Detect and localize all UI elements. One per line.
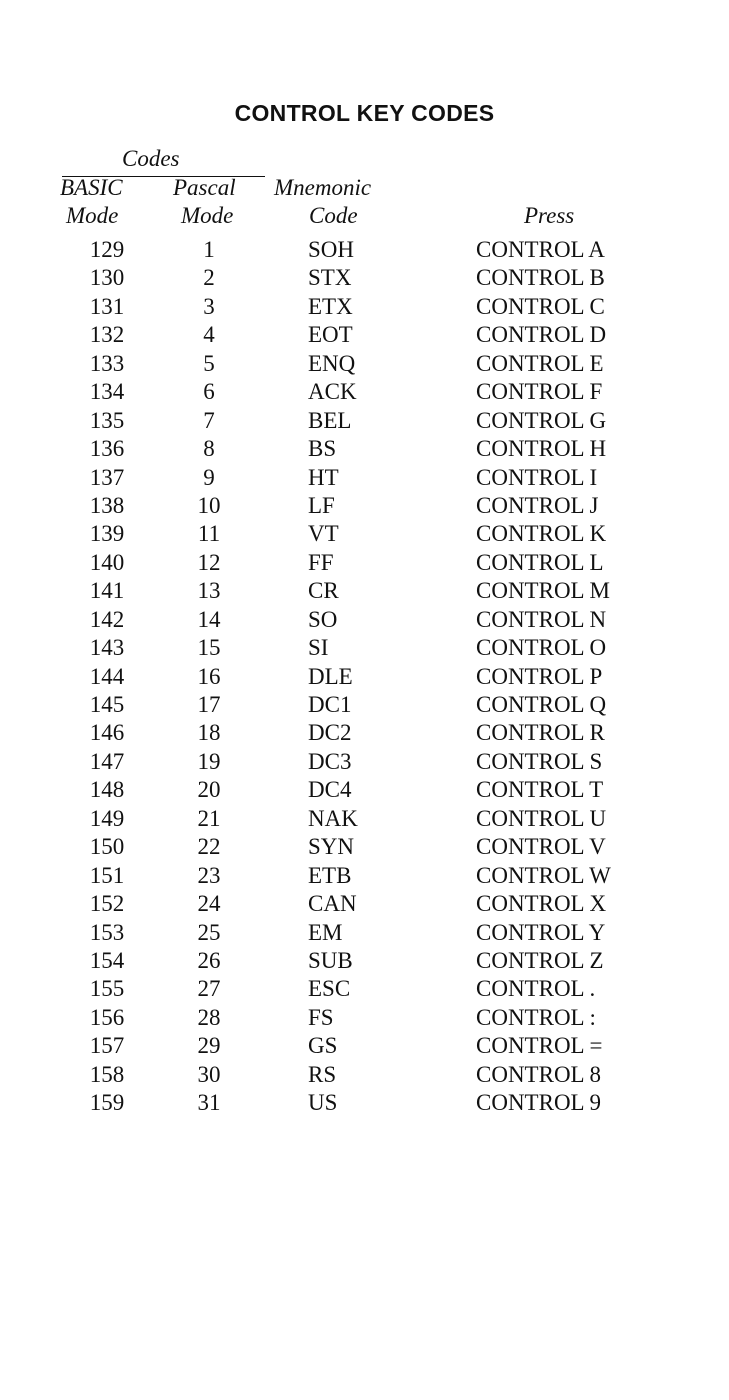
pascal-mode-cell: 13 [197, 578, 221, 604]
basic-mode-cell: 138 [89, 492, 125, 518]
mnemonic-code-cell: SUB [308, 947, 353, 973]
header-basic-line1: BASIC [60, 175, 123, 200]
page-title: CONTROL KEY CODES [234, 100, 495, 126]
pascal-mode-cell: 1 [203, 237, 215, 262]
pascal-mode-cell: 12 [197, 549, 221, 575]
header-pascal-line1: Pascal [173, 175, 236, 200]
mnemonic-code-cell: ENQ [308, 350, 356, 376]
press-keys-cell: CONTROL K [476, 521, 607, 547]
basic-mode-cell: 147 [89, 748, 125, 774]
mnemonic-code-cell: BS [308, 436, 337, 462]
mnemonic-code-cell: DC3 [308, 748, 352, 774]
basic-mode-cell: 132 [89, 322, 125, 348]
basic-mode-cell: 152 [89, 891, 125, 917]
mnemonic-code-cell: VT [308, 521, 339, 547]
basic-mode-cell: 155 [89, 976, 125, 1002]
mnemonic-code-cell: SO [308, 606, 338, 632]
basic-mode-cell: 143 [89, 635, 125, 661]
basic-mode-cell: 146 [89, 720, 125, 746]
mnemonic-code-cell: EM [308, 919, 343, 945]
table-row [0, 378, 729, 406]
table-row [0, 634, 729, 662]
press-keys-cell: CONTROL P [476, 663, 603, 689]
pascal-mode-cell: 28 [197, 1004, 221, 1030]
mnemonic-code-cell: SYN [308, 834, 355, 860]
mnemonic-code-cell: DC4 [308, 777, 352, 803]
table-row [0, 890, 729, 918]
press-keys-cell: CONTROL I [476, 464, 598, 490]
pascal-mode-cell: 30 [197, 1061, 221, 1087]
pascal-mode-cell: 6 [203, 379, 215, 405]
press-keys-cell: CONTROL N [476, 606, 607, 632]
mnemonic-code-cell: LF [308, 492, 335, 518]
basic-mode-cell: 149 [89, 805, 125, 831]
table-row [0, 862, 729, 890]
mnemonic-code-cell: US [308, 1090, 338, 1116]
pascal-mode-cell: 18 [197, 720, 221, 746]
mnemonic-code-cell: BEL [308, 407, 352, 433]
header-pascal-line2: Mode [181, 203, 234, 228]
table-row [0, 407, 729, 435]
basic-mode-cell: 157 [89, 1033, 125, 1059]
mnemonic-code-cell: EOT [308, 322, 353, 348]
mnemonic-code-cell: ETB [308, 862, 352, 888]
mnemonic-code-cell: NAK [308, 805, 358, 831]
pascal-mode-cell: 24 [197, 891, 221, 917]
table-row [0, 293, 729, 321]
mnemonic-code-cell: DC2 [308, 720, 352, 746]
table-row [0, 833, 729, 861]
pascal-mode-cell: 7 [203, 407, 215, 433]
pascal-mode-cell: 22 [197, 834, 221, 860]
basic-mode-cell: 156 [89, 1004, 125, 1030]
pascal-mode-cell: 17 [197, 692, 221, 717]
basic-mode-cell: 154 [89, 947, 125, 973]
table-row [0, 1061, 729, 1089]
basic-mode-cell: 148 [89, 777, 125, 803]
pascal-mode-cell: 25 [197, 919, 221, 945]
table-row [0, 1004, 729, 1032]
press-keys-cell: CONTROL W [476, 862, 611, 888]
pascal-mode-cell: 20 [197, 777, 221, 803]
table-row [0, 520, 729, 548]
basic-mode-cell: 151 [89, 862, 125, 888]
press-keys-cell: CONTROL L [476, 549, 604, 575]
pascal-mode-cell: 26 [197, 947, 221, 973]
basic-mode-cell: 141 [89, 578, 125, 604]
pascal-mode-cell: 29 [197, 1033, 221, 1059]
pascal-mode-cell: 5 [203, 350, 215, 376]
press-keys-cell: CONTROL O [476, 635, 607, 661]
pascal-mode-cell: 27 [197, 976, 221, 1002]
table-row [0, 464, 729, 492]
table-row [0, 805, 729, 833]
table-row [0, 549, 729, 577]
press-keys-cell: CONTROL Z [476, 947, 604, 973]
basic-mode-cell: 129 [89, 237, 125, 262]
press-keys-cell: CONTROL X [476, 891, 607, 917]
press-keys-cell: CONTROL A [476, 237, 605, 262]
press-keys-cell: CONTROL 9 [476, 1090, 602, 1116]
table-row [0, 748, 729, 776]
mnemonic-code-cell: CAN [308, 891, 357, 917]
basic-mode-cell: 139 [89, 521, 125, 547]
table-row [0, 236, 729, 264]
basic-mode-cell: 150 [89, 834, 125, 860]
header-press: Press [524, 203, 575, 228]
table-row [0, 606, 729, 634]
table-row [0, 1032, 729, 1060]
press-keys-cell: CONTROL . [476, 976, 596, 1002]
press-keys-cell: CONTROL V [476, 834, 606, 860]
pascal-mode-cell: 10 [197, 492, 221, 518]
press-keys-cell: CONTROL E [476, 350, 604, 376]
mnemonic-code-cell: RS [308, 1061, 337, 1087]
pascal-mode-cell: 15 [197, 635, 221, 661]
basic-mode-cell: 136 [89, 436, 125, 462]
mnemonic-code-cell: CR [308, 578, 339, 604]
press-keys-cell: CONTROL U [476, 805, 607, 831]
mnemonic-code-cell: DLE [308, 663, 353, 689]
mnemonic-code-cell: SOH [308, 237, 355, 262]
table-row [0, 776, 729, 804]
table-row [0, 577, 729, 605]
mnemonic-code-cell: DC1 [308, 692, 352, 717]
press-keys-cell: CONTROL Y [476, 919, 606, 945]
pascal-mode-cell: 2 [203, 265, 215, 291]
pascal-mode-cell: 4 [203, 322, 215, 348]
pascal-mode-cell: 8 [203, 436, 215, 462]
mnemonic-code-cell: STX [308, 265, 352, 291]
press-keys-cell: CONTROL M [476, 578, 610, 604]
pascal-mode-cell: 11 [197, 521, 221, 547]
codes-group-label: Codes [122, 146, 180, 171]
basic-mode-cell: 145 [89, 692, 125, 717]
table-row [0, 350, 729, 378]
press-keys-cell: CONTROL J [476, 492, 599, 518]
press-keys-cell: CONTROL C [476, 293, 605, 319]
table-row [0, 1089, 729, 1117]
mnemonic-code-cell: FF [308, 549, 334, 575]
table-row [0, 719, 729, 747]
pascal-mode-cell: 14 [197, 606, 221, 632]
table-row [0, 947, 729, 975]
basic-mode-cell: 144 [89, 663, 125, 689]
basic-mode-cell: 135 [89, 407, 125, 433]
pascal-mode-cell: 21 [197, 805, 221, 831]
table-row [0, 663, 729, 691]
mnemonic-code-cell: ACK [308, 379, 357, 405]
pascal-mode-cell: 31 [197, 1090, 221, 1116]
press-keys-cell: CONTROL B [476, 265, 605, 291]
mnemonic-code-cell: ESC [308, 976, 351, 1002]
header-mnemonic-line2: Code [309, 203, 358, 228]
header-basic-line2: Mode [66, 203, 119, 228]
press-keys-cell: CONTROL H [476, 436, 607, 462]
table-row [0, 919, 729, 947]
basic-mode-cell: 133 [89, 350, 125, 376]
mnemonic-code-cell: ETX [308, 293, 353, 319]
press-keys-cell: CONTROL D [476, 322, 607, 348]
basic-mode-cell: 137 [89, 464, 125, 490]
pascal-mode-cell: 19 [197, 748, 221, 774]
press-keys-cell: CONTROL : [476, 1004, 596, 1030]
basic-mode-cell: 142 [89, 606, 125, 632]
pascal-mode-cell: 16 [197, 663, 221, 689]
pascal-mode-cell: 9 [203, 464, 215, 490]
press-keys-cell: CONTROL F [476, 379, 603, 405]
basic-mode-cell: 131 [89, 293, 125, 319]
basic-mode-cell: 158 [89, 1061, 125, 1087]
mnemonic-code-cell: FS [308, 1004, 334, 1030]
basic-mode-cell: 134 [89, 379, 125, 405]
mnemonic-code-cell: GS [308, 1033, 338, 1059]
basic-mode-cell: 153 [89, 919, 125, 945]
codes-group-header [62, 146, 265, 177]
basic-mode-cell: 130 [89, 265, 125, 291]
press-keys-cell: CONTROL = [476, 1033, 603, 1059]
basic-mode-cell: 140 [89, 549, 125, 575]
control-codes-table [0, 236, 729, 1118]
mnemonic-code-cell: SI [308, 635, 329, 661]
press-keys-cell: CONTROL R [476, 720, 605, 746]
table-row [0, 264, 729, 292]
press-keys-cell: CONTROL G [476, 407, 607, 433]
pascal-mode-cell: 23 [197, 862, 221, 888]
table-row [0, 492, 729, 520]
table-row [0, 691, 729, 719]
mnemonic-code-cell: HT [308, 464, 339, 490]
basic-mode-cell: 159 [89, 1090, 125, 1116]
table-row [0, 975, 729, 1003]
press-keys-cell: CONTROL T [476, 777, 604, 803]
table-row [0, 435, 729, 463]
pascal-mode-cell: 3 [203, 293, 215, 319]
press-keys-cell: CONTROL Q [476, 692, 607, 717]
header-mnemonic-line1: Mnemonic [274, 175, 372, 200]
press-keys-cell: CONTROL S [476, 748, 603, 774]
press-keys-cell: CONTROL 8 [476, 1061, 602, 1087]
table-row [0, 321, 729, 349]
